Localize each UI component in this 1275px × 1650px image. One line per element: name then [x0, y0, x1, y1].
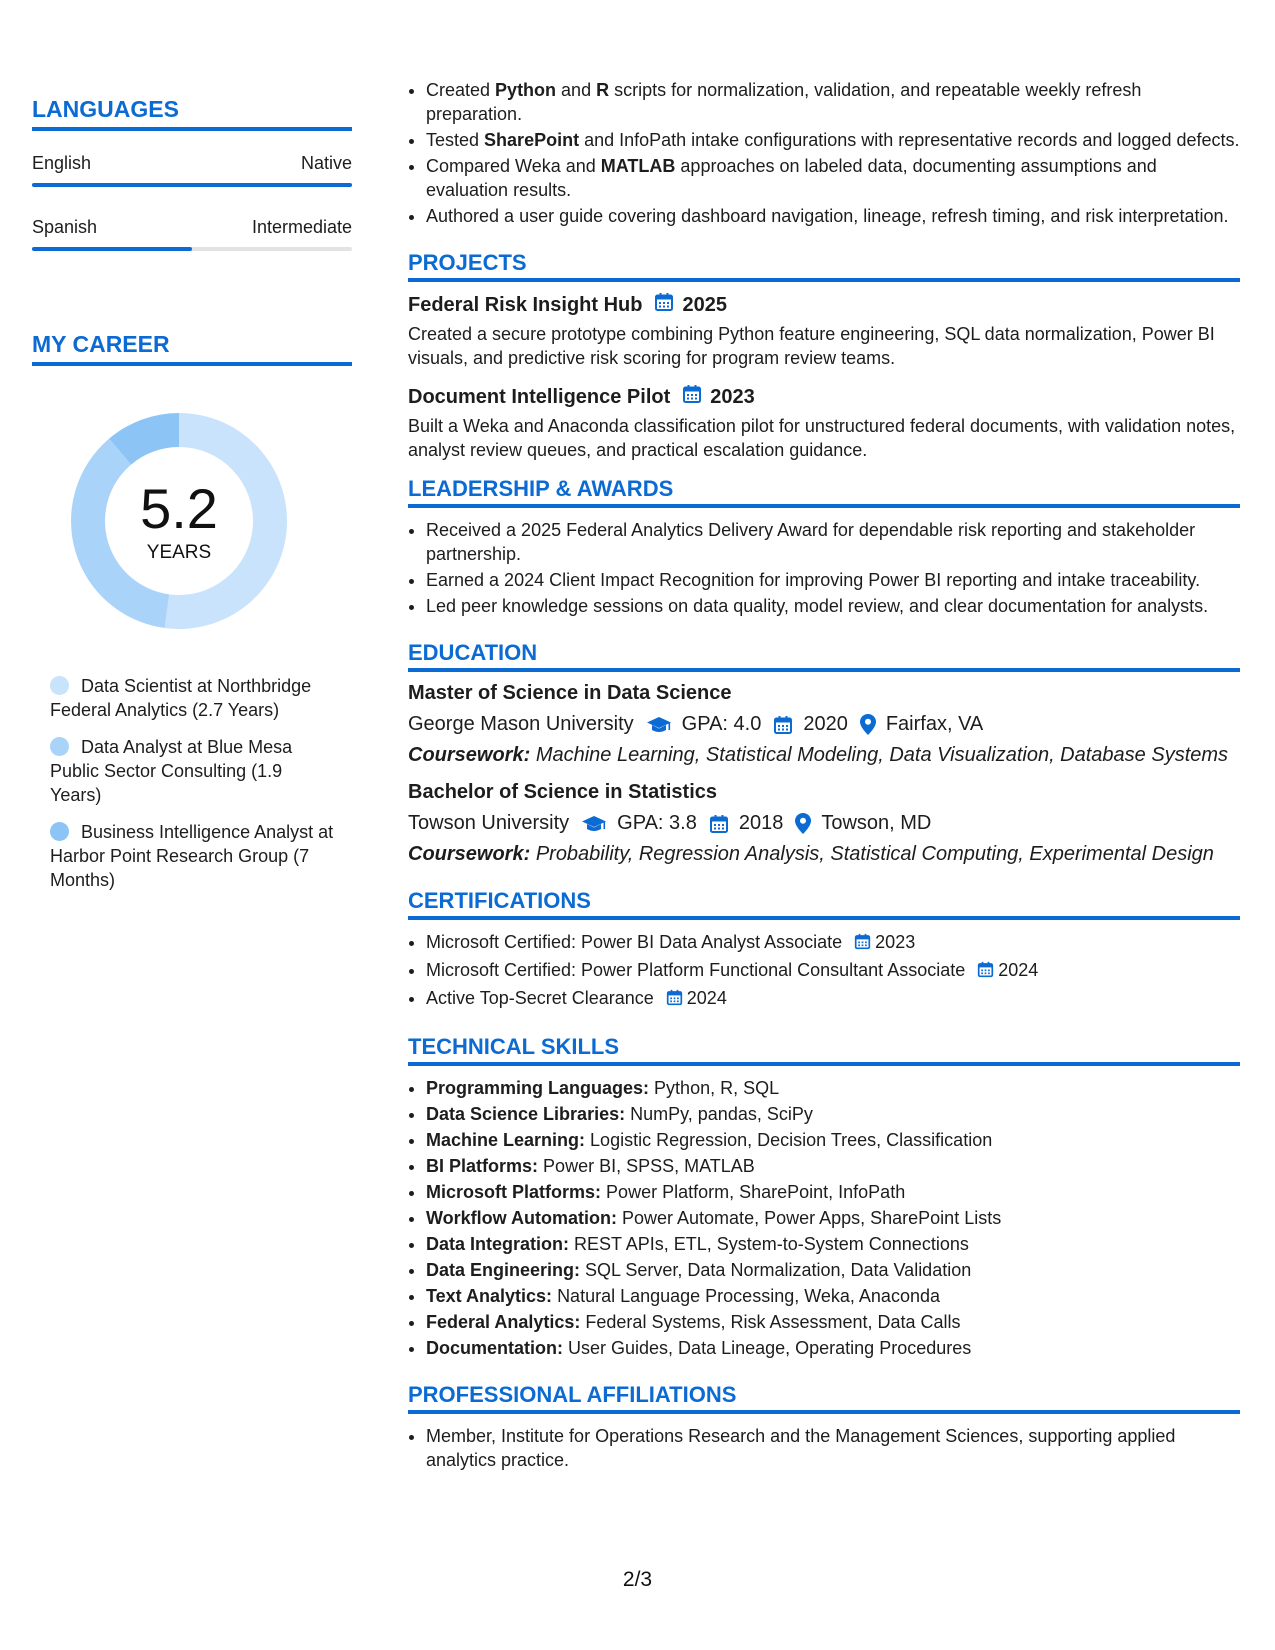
language-row	[32, 153, 352, 174]
certifications-heading: CERTIFICATIONS	[408, 888, 1240, 920]
bullet-text: scripts for normalization, validation, and repeatable weekly refresh preparation.	[426, 80, 1142, 124]
skill-item	[426, 1206, 1240, 1230]
skill-category: Federal Analytics:	[426, 1312, 581, 1332]
career-legend-item	[50, 820, 335, 892]
skill-values: Python, R, SQL	[654, 1078, 780, 1098]
leadership-item: • Received a 2025 Federal Analytics Delivery Award for dependable risk reporting and stakeholder partnership.	[426, 518, 1240, 566]
experience-bullets	[408, 78, 1240, 228]
career-legend-label: Data Scientist at Northbridge Federal Analytics (2.7 Years)	[50, 676, 312, 720]
school-location: Towson, MD	[821, 812, 932, 834]
language-bar	[32, 247, 352, 251]
skill-item	[426, 1154, 1240, 1178]
leadership-item: • Earned a 2024 Client Impact Recognition for improving Power BI reporting and intake traceability.	[426, 568, 1240, 592]
graduation-year: 2018	[738, 812, 784, 834]
skills-heading: TECHNICAL SKILLS	[408, 1034, 1240, 1066]
certification-year: 2023	[875, 932, 916, 952]
skill-category: Machine Learning:	[426, 1130, 586, 1150]
career-legend	[50, 674, 335, 892]
project-name: Federal Risk Insight Hub	[408, 293, 643, 316]
project-description: Built a Weka and Anaconda classification pilot for unstructured federal documents, with validation notes, analyst review queues, and practical escalation guidance.	[408, 416, 1236, 460]
skill-values: User Guides, Data Lineage, Operating Procedures	[568, 1338, 972, 1358]
skill-category: Data Science Libraries:	[426, 1104, 626, 1124]
certification-year: 2024	[998, 960, 1039, 980]
bullet-text: MATLAB	[600, 156, 676, 176]
certification-name: Microsoft Certified: Power BI Data Analyst Associate	[426, 932, 843, 952]
language-row	[32, 217, 352, 238]
coursework-list: Probability, Regression Analysis, Statistical Computing, Experimental Design	[535, 843, 1214, 865]
certification-item	[426, 958, 1240, 984]
education-list	[408, 682, 1240, 866]
calendar-icon	[654, 292, 674, 318]
career-heading: MY CAREER	[32, 331, 352, 366]
career-unit: YEARS	[146, 542, 212, 563]
language-bar-fill	[32, 247, 192, 251]
project-title	[408, 292, 1240, 318]
bullet-text: Tested	[426, 130, 485, 150]
skill-item	[426, 1102, 1240, 1126]
skill-item	[426, 1258, 1240, 1282]
left-column	[32, 96, 352, 905]
certifications-list	[408, 930, 1240, 1012]
language-bar	[32, 183, 352, 187]
legend-dot	[50, 676, 69, 695]
skill-values: SQL Server, Data Normalization, Data Validation	[585, 1260, 972, 1280]
graduation-cap-icon	[646, 715, 672, 735]
skill-values: Power Automate, Power Apps, SharePoint Lists	[622, 1208, 1002, 1228]
bullet-text: Authored a user guide covering dashboard navigation, lineage, refresh timing, and risk interpretation.	[426, 206, 1229, 226]
bullet-text: SharePoint	[484, 130, 580, 150]
school-name: Towson University	[408, 812, 570, 834]
skill-item	[426, 1284, 1240, 1308]
skill-values: Power BI, SPSS, MATLAB	[543, 1156, 755, 1176]
languages-list	[32, 153, 352, 251]
education-meta	[408, 812, 1240, 835]
bullet-text: approaches on labeled data, documenting assumptions and evaluation results.	[426, 156, 1157, 200]
skill-category: Text Analytics:	[426, 1286, 553, 1306]
leadership-list	[408, 518, 1240, 618]
experience-bullet	[426, 128, 1240, 152]
skill-category: Data Engineering:	[426, 1260, 581, 1280]
education-heading: EDUCATION	[408, 640, 1240, 672]
leadership-heading: LEADERSHIP & AWARDS	[408, 476, 1240, 508]
bullet-text: R	[596, 80, 610, 100]
legend-dot	[50, 822, 69, 841]
project-title	[408, 384, 1240, 410]
language-level: Intermediate	[251, 217, 352, 237]
calendar-icon	[666, 990, 683, 1010]
career-legend-item	[50, 674, 335, 722]
degree-title: Master of Science in Data Science	[408, 682, 732, 704]
languages-heading: LANGUAGES	[32, 96, 352, 131]
experience-bullet	[426, 78, 1240, 126]
career-legend-item	[50, 735, 335, 807]
certification-name: Microsoft Certified: Power Platform Functional Consultant Associate	[426, 960, 966, 980]
leadership-item: • Led peer knowledge sessions on data quality, model review, and clear documentation for analysts.	[426, 594, 1240, 618]
coursework	[408, 843, 1240, 866]
skill-values: Logistic Regression, Decision Trees, Classification	[590, 1130, 993, 1150]
career-legend-label: Data Analyst at Blue Mesa Public Sector Consulting (1.9 Years)	[50, 737, 293, 805]
language-name: Spanish	[32, 217, 98, 237]
calendar-icon	[977, 962, 994, 982]
graduation-year: 2020	[803, 713, 848, 735]
certification-item	[426, 930, 1240, 956]
calendar-icon	[773, 715, 793, 735]
projects-list	[408, 292, 1240, 462]
language-level: Native	[300, 153, 352, 173]
location-pin-icon	[860, 714, 876, 735]
bullet-text: Python	[495, 80, 557, 100]
skill-values: Power Platform, SharePoint, InfoPath	[606, 1182, 906, 1202]
school-name: George Mason University	[408, 713, 634, 735]
skill-category: Microsoft Platforms:	[426, 1182, 602, 1202]
bullet-text: and	[556, 80, 597, 100]
page-number: 2/3	[622, 1568, 653, 1591]
affiliation-item: • Member, Institute for Operations Research and the Management Sciences, supporting applied analytics practice.	[426, 1424, 1240, 1472]
skill-category: Workflow Automation:	[426, 1208, 617, 1228]
project-name: Document Intelligence Pilot	[408, 385, 671, 408]
graduation-cap-icon	[581, 814, 607, 834]
degree-title: Bachelor of Science in Statistics	[408, 781, 717, 803]
school-location: Fairfax, VA	[885, 713, 984, 735]
gpa: GPA: 3.8	[617, 812, 697, 834]
experience-bullet	[426, 154, 1240, 202]
certification-year: 2024	[686, 988, 727, 1008]
skill-item	[426, 1336, 1240, 1360]
language-bar-fill	[32, 183, 352, 187]
language-name: English	[32, 153, 92, 173]
project-year: 2023	[710, 385, 755, 408]
legend-dot	[50, 737, 69, 756]
career-legend-label: Business Intelligence Analyst at Harbor Point Research Group (7 Months)	[50, 822, 334, 890]
location-pin-icon	[795, 813, 811, 834]
skill-values: REST APIs, ETL, System-to-System Connections	[574, 1234, 969, 1254]
skill-item	[426, 1310, 1240, 1334]
gpa: GPA: 4.0	[681, 713, 762, 735]
skill-item	[426, 1128, 1240, 1152]
affiliations-heading: PROFESSIONAL AFFILIATIONS	[408, 1382, 1240, 1414]
bullet-text: Compared Weka and	[426, 156, 601, 176]
skill-category: BI Platforms:	[426, 1156, 539, 1176]
skill-values: Federal Systems, Risk Assessment, Data Calls	[585, 1312, 961, 1332]
career-total: 5.2	[140, 477, 218, 540]
education-meta	[408, 713, 1240, 736]
skill-item	[426, 1180, 1240, 1204]
project-description: Created a secure prototype combining Python feature engineering, SQL data normalization, Power BI visuals, and predictive risk scoring for program review teams.	[408, 324, 1215, 368]
skill-values: Natural Language Processing, Weka, Anaconda	[557, 1286, 940, 1306]
coursework-list: Machine Learning, Statistical Modeling, Data Visualization, Database Systems	[535, 744, 1229, 766]
skill-item	[426, 1076, 1240, 1100]
coursework-label: Coursework:	[408, 843, 531, 865]
calendar-icon	[854, 934, 871, 954]
bullet-text: and InfoPath intake configurations with representative records and logged defects.	[579, 130, 1240, 150]
project-year: 2025	[682, 293, 727, 316]
skill-item	[426, 1232, 1240, 1256]
experience-bullet	[426, 204, 1240, 228]
career-donut	[64, 406, 294, 636]
skill-values: NumPy, pandas, SciPy	[630, 1104, 813, 1124]
projects-heading: PROJECTS	[408, 250, 1240, 282]
skills-list	[408, 1076, 1240, 1360]
coursework-label: Coursework:	[408, 744, 531, 766]
bullet-text: Created	[426, 80, 496, 100]
skill-category: Programming Languages:	[426, 1078, 650, 1098]
coursework	[408, 744, 1240, 767]
right-column	[408, 78, 1240, 1474]
skill-category: Data Integration:	[426, 1234, 570, 1254]
calendar-icon	[682, 384, 702, 410]
certification-item	[426, 986, 1240, 1012]
affiliations-list	[408, 1424, 1240, 1472]
certification-name: Active Top-Secret Clearance	[426, 988, 654, 1008]
skill-category: Documentation:	[426, 1338, 563, 1358]
calendar-icon	[709, 814, 729, 834]
